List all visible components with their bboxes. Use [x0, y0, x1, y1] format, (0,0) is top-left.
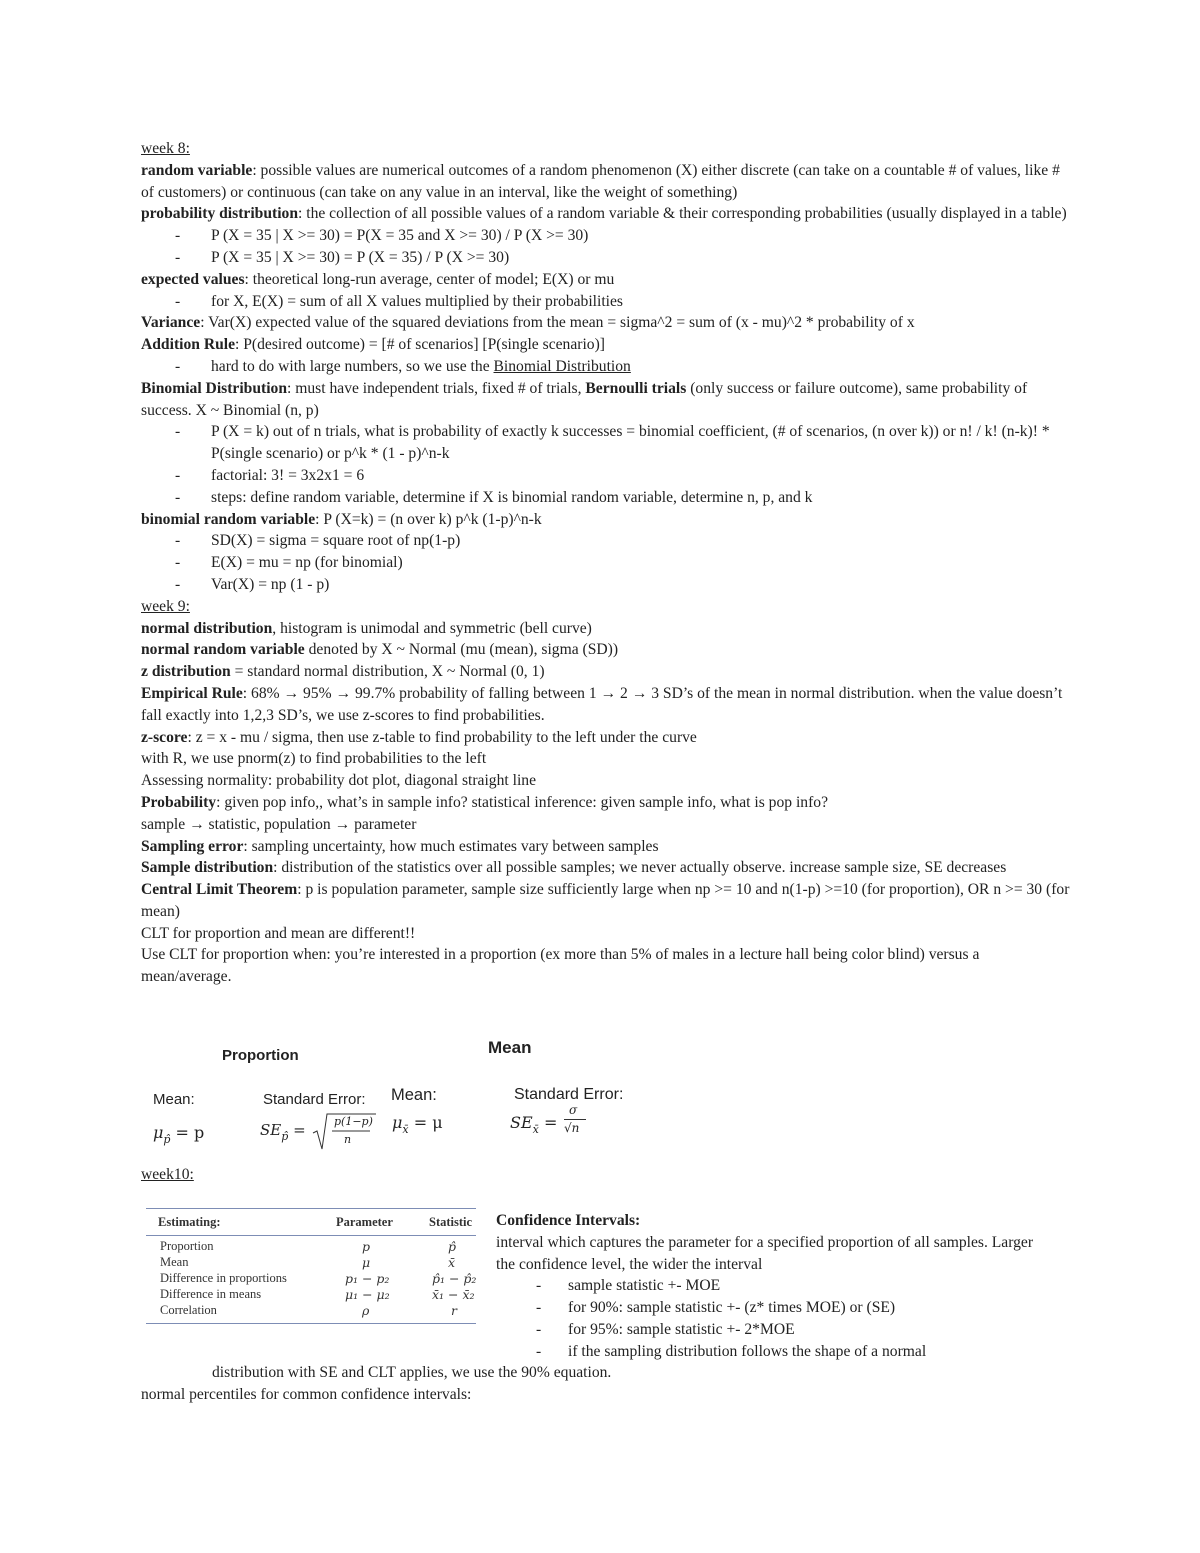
table-cell: Correlation: [160, 1303, 217, 1317]
list-item: - P (X = k) out of n trials, what is probability of exactly k successes = binomial coefficient, (# of scenarios, (n over k)) or n! / k! (n-k)! * P(single scenario) or p^k * (1 - p)^n-k: [175, 423, 1050, 463]
bullet-dash: -: [175, 423, 181, 441]
definition: : Var(X) expected value of the squared deviations from the mean = sigma^2 = sum of (x - mu)^2 * probability of x: [200, 314, 915, 332]
table-cell: Difference in means: [160, 1287, 262, 1301]
definition: : P (X=k) = (n over k) p^k (1-p)^n-k: [315, 510, 542, 528]
definition: : P(desired outcome) = [# of scenarios] [P(single scenario)]: [235, 336, 605, 354]
table-cell: p₁ − p₂: [345, 1271, 390, 1286]
term: Bernoulli trials: [585, 379, 687, 397]
list-item: - steps: define random variable, determine if X is binomial random variable, determine n, p, and k: [141, 487, 1071, 509]
table-cell: μ: [362, 1255, 371, 1270]
list-item: - for 90%: sample statistic +- (z* times MOE) or (SE): [496, 1297, 1036, 1319]
table-header: Statistic: [429, 1215, 473, 1229]
table-cell: Difference in proportions: [160, 1271, 287, 1285]
bullet-dash: -: [536, 1277, 542, 1295]
table-cell: p̂: [448, 1239, 457, 1254]
bullet-dash: -: [175, 227, 181, 245]
table-header: Parameter: [336, 1215, 393, 1229]
addition-rule-def: [141, 334, 1071, 356]
table-rule: [146, 1208, 476, 1209]
bullet-dash: -: [175, 248, 181, 266]
term: Variance: [141, 314, 201, 332]
ci-continuation-block: [141, 1362, 1071, 1406]
bullet-dash: -: [175, 466, 181, 484]
fraction-denominator: n: [344, 1133, 352, 1146]
proportion-se-formula: $SE_{p̂}$ =: [260, 1121, 306, 1143]
mean-title: Mean: [488, 1038, 532, 1057]
binomial-distribution-link[interactable]: Binomial Distribution: [493, 357, 631, 375]
section-title: Confidence Intervals:: [496, 1212, 641, 1229]
week9-line: Probability: given pop info,, what’s in sample info? statistical inference: given sample info, what is pop info?: [141, 793, 829, 811]
week9-line: Use CLT for proportion when: you’re interested in a proportion (ex more than 5% of males in a lecture hall being color blind) versus a mean/average.: [141, 946, 980, 986]
binomial-random-variable-def: [141, 509, 1071, 531]
table-header: Estimating:: [158, 1215, 221, 1229]
expected-values-def: [141, 269, 1071, 291]
bullet-dash: -: [536, 1299, 542, 1317]
ci-definition: interval which captures the parameter for a specified proportion of all samples. Larger the confidence level, the wider the interval: [496, 1233, 1034, 1273]
list-item: - SD(X) = sigma = square root of np(1-p): [141, 530, 1071, 552]
table-cell: p: [362, 1239, 371, 1254]
fraction-numerator: p(1−p): [334, 1115, 373, 1128]
week9-line: Assessing normality: probability dot plot, diagonal straight line: [141, 772, 536, 790]
fraction-bar: [564, 1119, 586, 1120]
bullet-dash: -: [175, 357, 181, 375]
notes-body: [141, 138, 1071, 988]
ci-continuation: distribution with SE and CLT applies, we use the 90% equation.: [212, 1364, 612, 1381]
list-item: - for X, E(X) = sum of all X values multiplied by their probabilities: [141, 291, 1071, 313]
proportion-mean-formula: $\mu_{p̂} = p$: [153, 1123, 205, 1146]
bullet-dash: -: [175, 575, 181, 593]
mean-label: Mean:: [153, 1091, 195, 1108]
random-variable-def: [141, 160, 1071, 204]
term: random variable: [141, 161, 253, 179]
list-item: - P (X = 35 | X >= 30) = P(X = 35 and X >= 30) / P (X >= 30): [141, 225, 1071, 247]
probability-distribution-def: [141, 203, 1071, 225]
definition: : possible values are numerical outcomes of a random phenomenon (X) either discrete (can take on a countable # of values, like # of customers) or continuous (can take on any value in an interval, like the weight of something): [141, 161, 1060, 201]
term: expected values: [141, 270, 245, 288]
table-cell: x̄: [448, 1255, 456, 1270]
binomial-distribution-def: Binomial Distribution: must have independent trials, fixed # of trials, Bernoulli trials (only success or failure outcome), same probability of success. X ~ Binomial (n, p): [141, 379, 1028, 419]
list-item: - hard to do with large numbers, so we use the Binomial Distribution: [141, 356, 1071, 378]
week9-line: Sampling error: sampling uncertainty, how much estimates vary between samples: [141, 837, 659, 855]
normal-percentiles-line: normal percentiles for common confidence intervals:: [141, 1385, 472, 1403]
table-rule: [146, 1235, 476, 1236]
bullet-dash: -: [175, 488, 181, 506]
week9-line: Empirical Rule: 68% → 95% → 99.7% probability of falling between 1 → 2 → 3 SD’s of the mean in normal distribution. when the value doesn’t fall exactly into 1,2,3 SD’s, we use z-scores to find probabilities.: [141, 684, 1063, 724]
list-item: - Var(X) = np (1 - p): [141, 574, 1071, 596]
bullet-dash: -: [175, 292, 181, 310]
standard-error-label: Standard Error:: [514, 1086, 624, 1103]
week9-heading: week 9:: [141, 597, 190, 615]
week8-heading: week 8:: [141, 140, 190, 157]
week9-line: z distribution = standard normal distribution, X ~ Normal (0, 1): [141, 663, 545, 681]
list-item: - for 95%: sample statistic +- 2*MOE: [496, 1319, 1036, 1341]
list-item: - P (X = 35 | X >= 30) = P (X = 35) / P (X >= 30): [141, 247, 1071, 269]
table-cell: μ₁ − μ₂: [345, 1287, 390, 1302]
definition: : theoretical long-run average, center of model; E(X) or mu: [244, 270, 615, 288]
table-cell: ρ: [362, 1303, 370, 1318]
bullet-dash: -: [175, 532, 181, 550]
list-item: - sample statistic +- MOE: [496, 1275, 1036, 1297]
table-cell: Proportion: [160, 1239, 214, 1253]
clt-formula-figure: [148, 1035, 648, 1155]
table-cell: r: [451, 1303, 457, 1318]
bullet-dash: -: [175, 554, 181, 572]
table-cell: p̂₁ − p̂₂: [432, 1271, 477, 1286]
list-item: - E(X) = mu = np (for binomial): [141, 552, 1071, 574]
mean-label: Mean:: [391, 1086, 437, 1104]
table-cell: x̄₁ − x̄₂: [432, 1287, 475, 1302]
week9-line: normal random variable denoted by X ~ Normal (mu (mean), sigma (SD)): [141, 641, 619, 659]
table-cell: Mean: [160, 1255, 189, 1269]
week9-line: normal distribution, histogram is unimodal and symmetric (bell curve): [141, 619, 592, 637]
bullet-dash: -: [536, 1342, 542, 1360]
fraction-numerator: σ: [569, 1103, 578, 1117]
bullet-dash: -: [536, 1320, 542, 1338]
list-item: - factorial: 3! = 3x2x1 = 6: [141, 465, 1071, 487]
week9-line: CLT for proportion and mean are different!!: [141, 924, 416, 942]
term: Addition Rule: [141, 336, 236, 354]
estimating-table: [146, 1208, 476, 1326]
standard-error-label: Standard Error:: [263, 1091, 366, 1108]
week10-heading: week10:: [141, 1166, 194, 1183]
week9-line: with R, we use pnorm(z) to find probabilities to the left: [141, 750, 487, 768]
week9-line: Sample distribution: distribution of the statistics over all possible samples; we never actually observe. increase sample size, SE decreases: [141, 859, 1007, 877]
term: probability distribution: [141, 205, 298, 223]
variance-def: [141, 312, 1071, 334]
week9-line: Central Limit Theorem: p is population parameter, sample size sufficiently large when np >= 10 and n(1-p) >=10 (for proportion), OR n >= 30 (for mean): [141, 881, 1070, 920]
proportion-title: Proportion: [222, 1047, 299, 1064]
confidence-intervals-section: [496, 1210, 1036, 1363]
definition: : the collection of all possible values of a random variable & their corresponding probabilities (usually displayed in a table): [298, 205, 1067, 223]
week9-line: sample → statistic, population → parameter: [141, 815, 417, 833]
mean-mean-formula: $\mu_{x̄} = \mu$: [392, 1113, 443, 1136]
term: Binomial Distribution: [141, 379, 288, 397]
week9-line: z-score: z = x - mu / sigma, then use z-table to find probability to the left under the curve: [141, 728, 697, 746]
mean-se-formula: $SE_{x̄}$ =: [510, 1113, 558, 1136]
fraction-denominator: √n: [564, 1121, 580, 1135]
list-item: - if the sampling distribution follows the shape of a normal: [496, 1341, 1036, 1363]
table-rule: [146, 1323, 476, 1324]
term: binomial random variable: [141, 510, 316, 528]
